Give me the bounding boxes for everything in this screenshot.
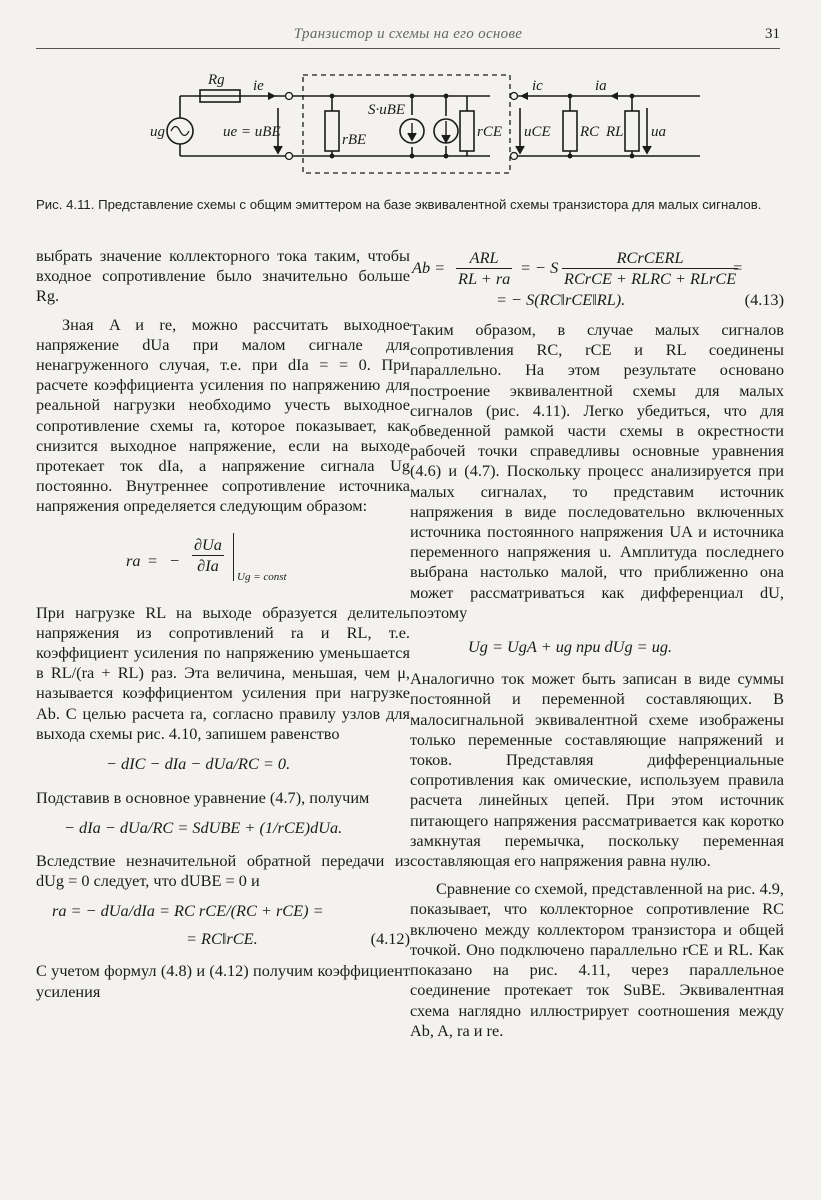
left-column: [36, 246, 410, 1002]
sine-glyph: [171, 127, 189, 136]
eq-minus: −: [170, 550, 180, 570]
label-rg: Rg: [208, 72, 225, 88]
paragraph: Вследствие незначительной обратной передачи из dUg = 0 следует, что dUBE = 0 и: [36, 850, 410, 890]
label-ug: ug: [150, 124, 165, 140]
paragraph: Таким образом, в случае малых сигналов сопротивления RC, rCE и RL соединены параллельно. На этом результате основано построение эквивалентной схемы для малых сигналов (рис. 4.11). Легко убедиться, что для обведенной рамкой части схемы в окрестности рабочей точки справедливы основные уравнения (4.6) и (4.7). Поскольку процесс анализируется при малых сигналах, то представим источник напряжения в виде последовательно включенных источника постоянного напряжения UA и источника переменного напряжения u. Амплитуда последнего выбрана настолько малой, что приближенно она может рассматриваться как дифференциал dU, поэтому: [410, 320, 784, 622]
eq-lhs: Ab =: [412, 258, 446, 277]
ie-arrowhead: [268, 92, 276, 100]
eq-fraction-1: [456, 248, 512, 289]
circuit-diagram: [110, 66, 730, 184]
equation-substituted: − dIa − dUa/RC = SdUBE + (1/rCE)dUa.: [64, 818, 343, 838]
label-ia: ia: [595, 78, 607, 94]
paragraph: С учетом формул (4.8) и (4.12) получим коэффициент усиления: [36, 961, 410, 1001]
eq-den: RCrCE + RLRC + RLrCE: [564, 269, 737, 289]
equation-ra: [36, 529, 410, 591]
paragraph: Зная A и re, можно рассчитать выходное напряжение dUa при малом сигнале для ненагруженного случая, т.е. при dIa = = 0. При расчете коэффициента усиления по напряжению для реальной нагрузки необходимо учесть выходное сопротивление схемы ra, которое показывает, как снизится выходное напряжение, если на выходе протекает ток dIa, а напряжение сигнала Ug постоянно. Внутреннее сопротивление источника напряжения определяется следующим образом:: [36, 314, 410, 516]
equation-number: (4.12): [370, 929, 410, 949]
eq-fraction: [192, 535, 224, 576]
resistor-rl: [625, 111, 639, 151]
label-uce: uCE: [524, 124, 551, 140]
eq-fraction-2: [562, 248, 738, 289]
eq-tail: =: [732, 258, 743, 277]
eq-den: ∂Ia: [197, 555, 219, 575]
label-rl: RL: [606, 124, 624, 140]
label-ie: ie: [253, 78, 264, 94]
eq-line2: = − S(RC‖rCE‖RL).: [496, 290, 626, 309]
eq-sign: =: [148, 550, 158, 570]
label-ua: ua: [651, 124, 666, 140]
paragraph: Сравнение со схемой, представленной на рис. 4.9, показывает, что коллекторное сопротивление RC включено между коллектором транзистора и общей точкой. Оно подключено параллельно rCE и RL. Как показано на рис. 4.11, через параллельное соединение протекает ток SuBE. Эквивалентная схема наглядно иллюстрирует соотношения между Ab, A, ra и re.: [410, 879, 784, 1040]
eq-num: RCrCERL: [562, 248, 738, 269]
paragraph: выбрать значение коллекторного тока таким, чтобы входное сопротивление было значительно больше Rg.: [36, 246, 410, 306]
eq-text: = RC‖rCE.: [186, 929, 258, 949]
eq-num: ∂Ua: [192, 535, 224, 556]
terminal-output-top: [511, 93, 518, 100]
figure-caption: Рис. 4.11. Представление схемы с общим эмиттером на базе эквивалентной схемы транзистора для малых сигналов.: [36, 197, 762, 212]
equation-number: (4.13): [744, 290, 784, 309]
resistor-rc: [563, 111, 577, 151]
eq-den: RL + ra: [458, 269, 511, 289]
resistor-rbe: [325, 111, 339, 151]
label-rc: RC: [580, 124, 600, 140]
terminal-input-top: [286, 93, 293, 100]
resistor-rce: [460, 111, 474, 151]
page-number: 31: [765, 26, 780, 42]
ic-arrowhead: [520, 92, 528, 100]
header-rule: [36, 48, 780, 49]
label-rbe: rBE: [342, 132, 367, 148]
paragraph: Подставив в основное уравнение (4.7), получим: [36, 788, 370, 808]
eq-lhs: ra: [126, 550, 141, 570]
label-ue: ue = uBE: [223, 124, 281, 140]
equation-ug: Ug = UgA + ug при dUg = ug.: [468, 637, 673, 657]
label-sube: S·uBE: [368, 102, 406, 118]
equation-node: − dIC − dIa − dUa/RC = 0.: [106, 754, 291, 774]
eval-bar: [233, 533, 234, 581]
terminal-output-bottom: [511, 153, 518, 160]
paragraph: При нагрузке RL на выходе образуется делитель напряжения из сопротивлений ra и RL, т.е. коэффициент усиления по напряжению уменьшается в RL/(ra + RL) раз. Эта величина, меньшая, чем μ, называется коэффициентом усиления при нагрузке Ab. С целью расчета ra, согласно правилу узлов для выхода схемы рис. 4.10, запишем равенство: [36, 602, 410, 743]
equation-4-12-line1: ra = − dUa/dIa = RC rCE/(RC + rCE) =: [52, 901, 324, 921]
wire-to-box: [293, 96, 332, 156]
running-title: Транзистор и схемы на его основе: [293, 26, 523, 42]
right-column: [410, 246, 784, 1041]
equation-4-12-line2: [36, 929, 410, 949]
page-header: [36, 26, 780, 50]
paragraph: Аналогично ток может быть записан в виде суммы постоянной и переменной составляющих. В малосигнальной эквивалентной схеме изображены только переменные составляющие напряжений и токов. Представляя дифференциальные сопротивления как омические, используем правила расчета линейных цепей. При этом источник питающего напряжения рассматривается как коротко замкнутая перемычка, поскольку переменная составляющая его напряжения равна нулю.: [410, 669, 784, 871]
label-ic: ic: [532, 78, 543, 94]
terminal-input-bottom: [286, 153, 293, 160]
equation-4-13: [410, 246, 784, 312]
eq-num: ARL: [456, 248, 512, 269]
eq-mid: = − S: [520, 258, 559, 277]
ia-arrowhead: [610, 92, 618, 100]
label-rce: rCE: [477, 124, 503, 140]
eq-condition: Ug = const: [237, 570, 287, 583]
